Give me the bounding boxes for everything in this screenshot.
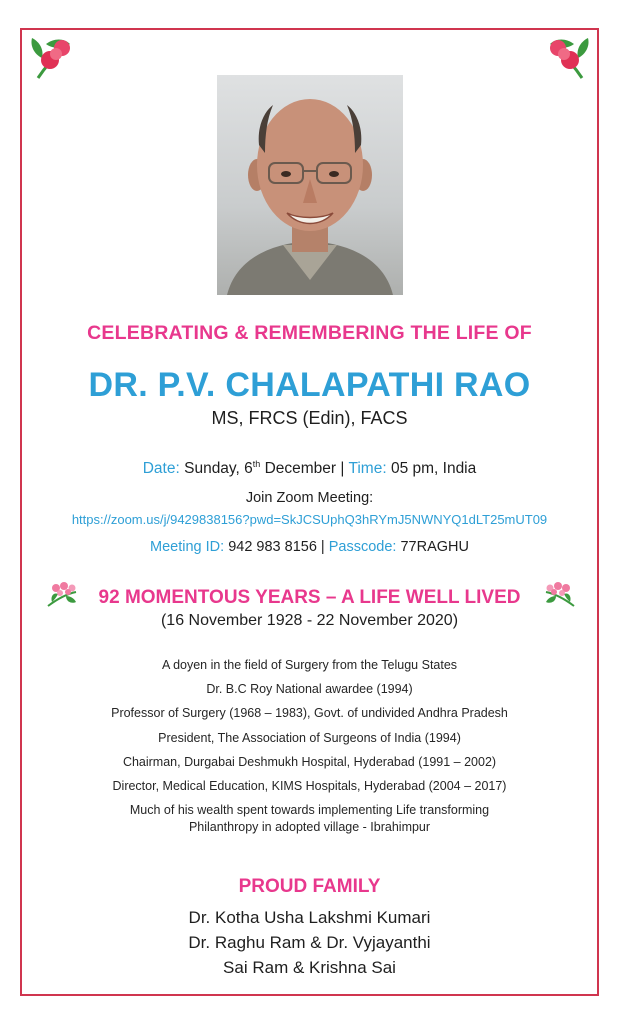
bio-line-part: Much of his wealth spent towards implementing Life transforming	[129, 803, 490, 818]
date-suffix: th	[252, 459, 261, 469]
qualifications: MS, FRCS (Edin), FACS	[211, 408, 408, 428]
flower-icon	[28, 34, 76, 82]
bio-line: Director, Medical Education, KIMS Hospitals, Hyderabad (2004 – 2017)	[112, 779, 507, 794]
meeting-id: 942 983 8156	[224, 539, 317, 555]
bio-line-part: Philanthropy in adopted village - Ibrahimpur	[188, 820, 431, 835]
date-month: December	[260, 460, 337, 478]
lifespan: (16 November 1928 - 22 November 2020)	[160, 612, 459, 629]
family-member: Sai Ram & Krishna Sai	[223, 958, 396, 977]
bio-line: President, The Association of Surgeons of India (1994)	[158, 730, 461, 745]
honoree-name: DR. P.V. CHALAPATHI RAO	[88, 366, 531, 404]
family-list	[20, 905, 599, 980]
time-label: Time:	[348, 460, 387, 478]
separator: |	[316, 539, 329, 555]
date-day: Sunday, 6	[184, 460, 253, 478]
bio-line	[20, 802, 599, 836]
separator: |	[336, 460, 349, 478]
meeting-id-label: Meeting ID:	[150, 539, 225, 555]
bio-line: Professor of Surgery (1968 – 1983), Govt. of undivided Andhra Pradesh	[111, 706, 508, 721]
time-value: 05 pm, India	[386, 460, 477, 478]
zoom-join-label: Join Zoom Meeting:	[245, 490, 374, 506]
family-member: Dr. Raghu Ram & Dr. Vyjayanthi	[188, 933, 431, 952]
portrait-photo	[217, 75, 403, 295]
family-heading: PROUD FAMILY	[238, 876, 381, 897]
flower-icon	[544, 34, 592, 82]
biography	[20, 653, 599, 836]
zoom-link[interactable]: https://zoom.us/j/9429838156?pwd=SkJCSUphQ3hRYmJ5NWNYQ1dLT25mUT09	[71, 512, 548, 527]
meeting-details	[20, 539, 599, 555]
celebrate-heading: CELEBRATING & REMEMBERING THE LIFE OF	[87, 322, 532, 344]
passcode-label: Passcode:	[328, 539, 397, 555]
date-label: Date:	[142, 460, 180, 478]
bio-line: Chairman, Durgabai Deshmukh Hospital, Hyderabad (1991 – 2002)	[122, 754, 497, 769]
bio-line: A doyen in the field of Surgery from the Telugu States	[161, 658, 458, 672]
years-heading: 92 MOMENTOUS YEARS – A LIFE WELL LIVED	[98, 587, 521, 608]
event-date-time	[20, 459, 599, 478]
bio-line: Dr. B.C Roy National awardee (1994)	[206, 682, 413, 697]
family-member: Dr. Kotha Usha Lakshmi Kumari	[188, 908, 431, 927]
passcode: 77RAGHU	[396, 539, 469, 555]
